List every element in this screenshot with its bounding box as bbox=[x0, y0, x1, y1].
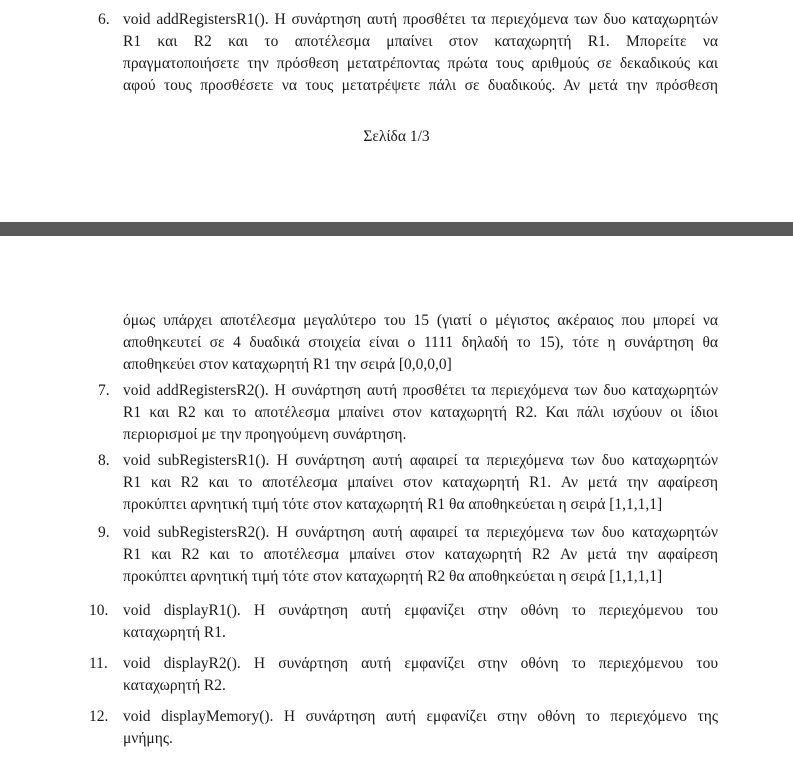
text-line: καταχωρητή R2. bbox=[123, 677, 226, 694]
list-number: 8. bbox=[98, 452, 110, 469]
text-line: void displayR2(). Η συνάρτηση αυτή εμφανίζει στην οθόνη το περιεχόμενου του bbox=[123, 655, 718, 672]
page-footer: Σελίδα 1/3 bbox=[363, 128, 430, 145]
list-number: 12. bbox=[89, 708, 109, 725]
list-number: 11. bbox=[89, 655, 108, 672]
list-item-9 bbox=[98, 522, 718, 588]
text-line: προκύπτει αρνητική τιμή τότε στον καταχωρητή R2 θα αποθηκεύεται η σειρά [1,1,1,1] bbox=[123, 568, 663, 585]
list-number: 6. bbox=[98, 11, 110, 28]
list-item-text bbox=[123, 653, 718, 697]
text-line: R1 και R2 και το αποτέλεσμα μπαίνει στον καταχωρητή R2. Και πάλι ισχύουν οι ίδιοι bbox=[123, 404, 718, 421]
list-item-text bbox=[123, 600, 718, 644]
list-item-text bbox=[123, 522, 718, 588]
text-line: μνήμης. bbox=[123, 730, 173, 747]
list-item-6 bbox=[98, 9, 718, 97]
text-line: προκύπτει αρνητική τιμή τότε στον καταχωρητή R1 θα αποθηκεύεται η σειρά [1,1,1,1] bbox=[123, 496, 663, 513]
text-line: πραγματοποιήσετε την πρόσθεση μετατρέποντας πρώτα τους αριθμούς σε δεκαδικούς και bbox=[123, 55, 718, 72]
list-item-8 bbox=[98, 450, 718, 516]
list-item-text bbox=[123, 706, 718, 750]
list-item-11 bbox=[89, 653, 718, 697]
text-line: void subRegistersR2(). Η συνάρτηση αυτή αφαιρεί τα περιεχόμενα των δυο καταχωρητών bbox=[123, 524, 718, 541]
text-line: αποθηκεύει στον καταχωρητή R1 την σειρά [0,0,0,0] bbox=[123, 356, 452, 373]
text-line: περιορισμοί με την προηγούμενη συνάρτηση. bbox=[123, 426, 407, 443]
text-line: void addRegistersR2(). Η συνάρτηση αυτή προσθέτει τα περιεχόμενα των δυο καταχωρητών bbox=[123, 382, 718, 399]
text-line: void subRegistersR1(). Η συνάρτηση αυτή αφαιρεί τα περιεχόμενα των δυο καταχωρητών bbox=[123, 452, 718, 469]
list-number: 7. bbox=[98, 382, 110, 399]
text-line: void displayR1(). Η συνάρτηση αυτή εμφανίζει στην οθόνη το περιεχόμενου του bbox=[123, 602, 718, 619]
text-line: αποθηκευτεί σε 4 δυαδικά στοιχεία είναι ο 1111 δηλαδή το 15), τότε η συνάρτηση θα bbox=[123, 334, 718, 351]
list-number: 9. bbox=[98, 524, 110, 541]
page-separator bbox=[0, 222, 793, 236]
text-line: void addRegistersR1(). Η συνάρτηση αυτή προσθέτει τα περιεχόμενα των δυο καταχωρητών bbox=[123, 11, 718, 28]
continuation-paragraph bbox=[123, 310, 718, 376]
list-item-text bbox=[123, 450, 718, 516]
text-line: R1 και R2 και το αποτέλεσμα μπαίνει στον καταχωρητή R1. Μπορείτε να bbox=[123, 33, 718, 50]
text-line: void displayMemory(). Η συνάρτηση αυτή εμφανίζει στην οθόνη το περιεχόμενο της bbox=[123, 708, 718, 725]
list-number: 10. bbox=[89, 602, 109, 619]
list-item-text bbox=[123, 380, 718, 446]
text-line: καταχωρητή R1. bbox=[123, 624, 226, 641]
document-page-1 bbox=[0, 0, 793, 222]
list-item-text bbox=[123, 9, 718, 97]
list-item-10 bbox=[89, 600, 718, 644]
list-item-7 bbox=[98, 380, 718, 446]
document-page-2 bbox=[0, 236, 793, 777]
text-line: όμως υπάρχει αποτέλεσμα μεγαλύτερο του 15 (γιατί ο μέγιστος ακέραιος που μπορεί να bbox=[123, 312, 718, 329]
list-item-12 bbox=[89, 706, 718, 750]
text-line: R1 και R2 και το αποτέλεσμα μπαίνει στον καταχωρητή R1. Αν μετά την αφαίρεση bbox=[123, 474, 718, 491]
text-line: R1 και R2 και το αποτέλεσμα μπαίνει στον καταχωρητή R2 Αν μετά την αφαίρεση bbox=[123, 546, 718, 563]
text-line: αφού τους προσθέσετε να τους μετατρέψετε πάλι σε δυαδικούς. Αν μετά την πρόσθεση bbox=[123, 77, 718, 94]
